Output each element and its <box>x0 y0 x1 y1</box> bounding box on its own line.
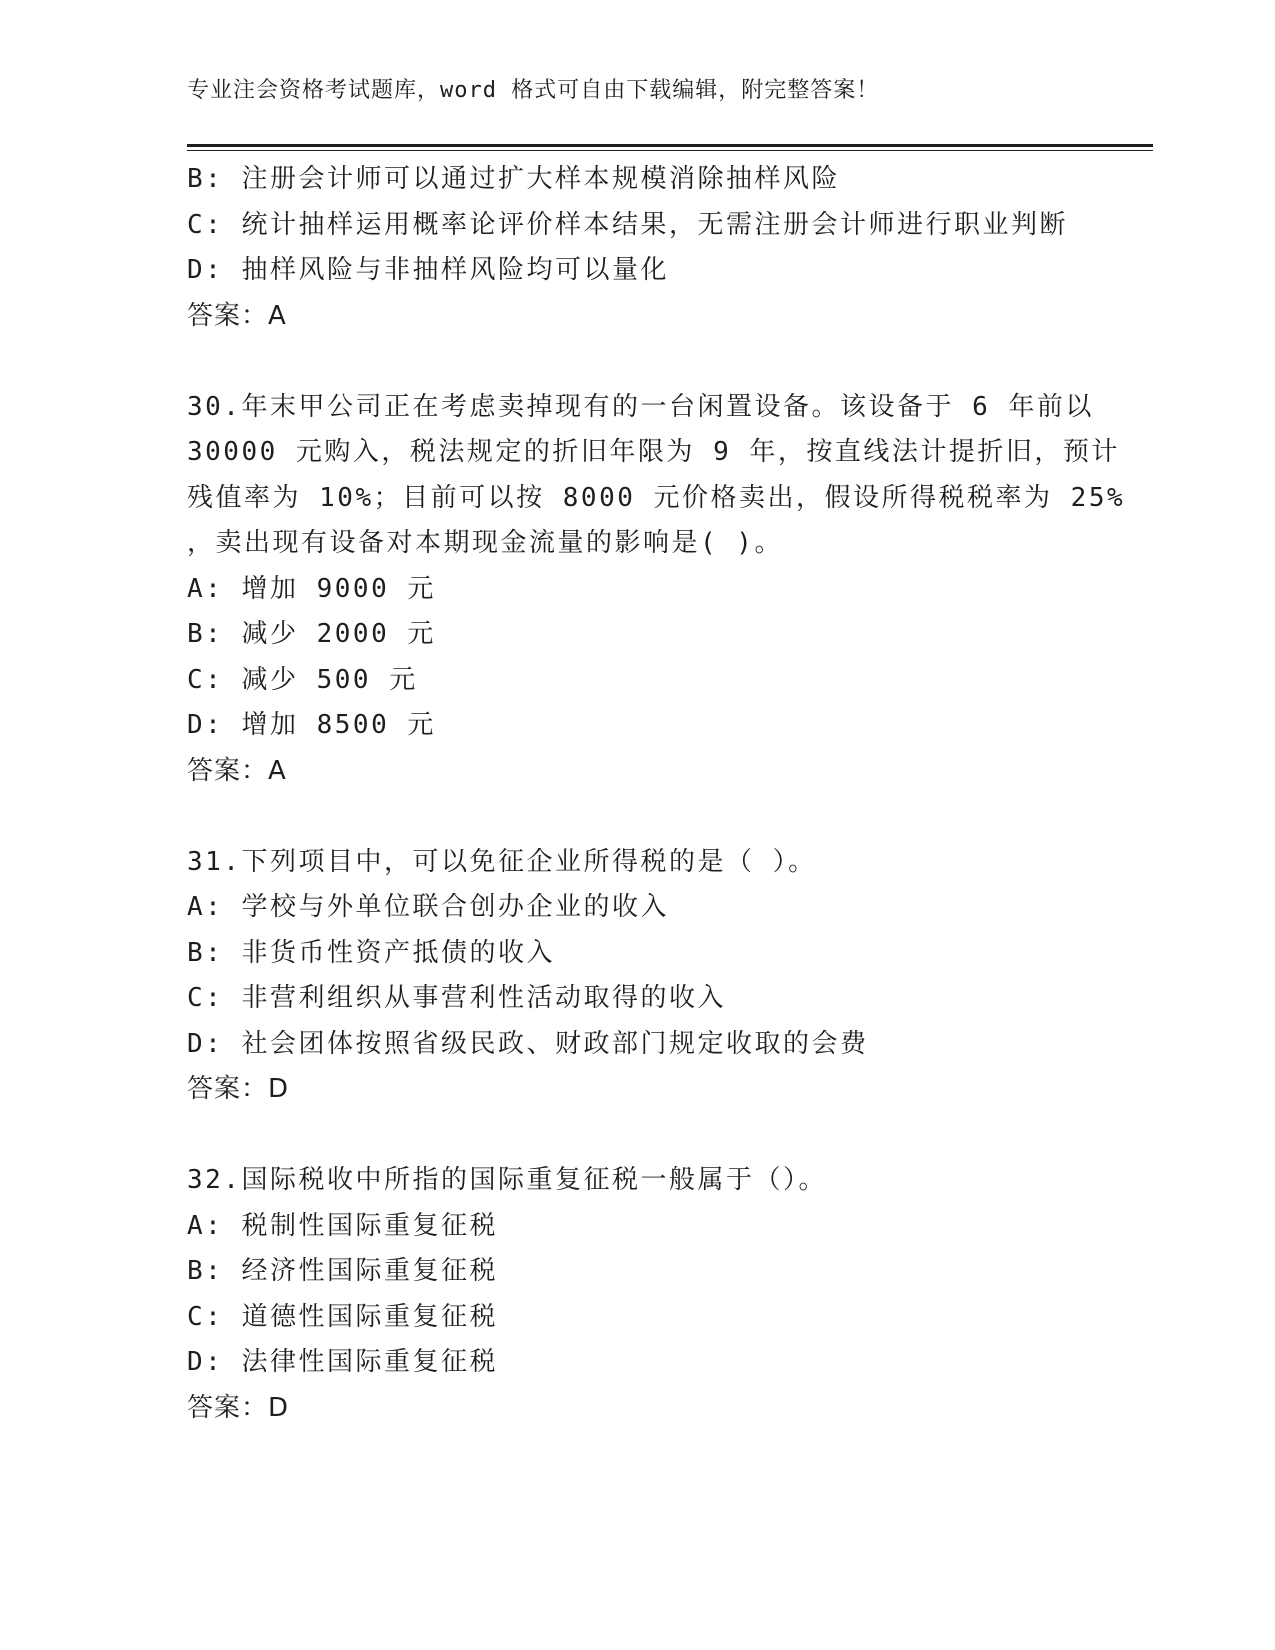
question-stem-line: 30000 元购入，税法规定的折旧年限为 9 年，按直线法计提折旧，预计 <box>187 437 1120 467</box>
spacer <box>187 794 1087 840</box>
option-a: A: 增加 9000 元 <box>187 573 436 604</box>
header-rule-thick <box>187 144 1153 147</box>
option-b: B: 经济性国际重复征税 <box>187 1256 498 1286</box>
option-d: D: 增加 8500 元 <box>187 710 436 740</box>
option-c: C: 非营利组织从事营利性活动取得的收入 <box>187 983 726 1013</box>
question-stem-line: 残值率为 10%；目前可以按 8000 元价格卖出，假设所得税税率为 25% <box>187 482 1126 513</box>
question-stem: 31.下列项目中，可以免征企业所得税的是（ ）。 <box>187 846 817 877</box>
spacer <box>187 1113 1087 1159</box>
document-body <box>187 157 1126 1431</box>
answer-line: 答案：D <box>187 1074 290 1104</box>
question-32 <box>187 1158 1087 1431</box>
page-header: 专业注会资格考试题库，word 格式可自由下载编辑，附完整答案！ <box>187 78 880 103</box>
option-d: D: 抽样风险与非抽样风险均可以量化 <box>187 255 669 285</box>
option-b: B: 注册会计师可以通过扩大样本规模消除抽样风险 <box>187 164 840 194</box>
option-c: C: 减少 500 元 <box>187 664 418 695</box>
option-c: C: 统计抽样运用概率论评价样本结果，无需注册会计师进行职业判断 <box>187 209 1068 240</box>
option-d: D: 法律性国际重复征税 <box>187 1347 498 1377</box>
answer-line: 答案：D <box>187 1392 290 1423</box>
question-stem-line: 30.年末甲公司正在考虑卖掉现有的一台闲置设备。该设备于 6 年前以 <box>187 391 1094 422</box>
option-b: B: 非货币性资产抵债的收入 <box>187 937 555 968</box>
question-stem: 32.国际税收中所指的国际重复征税一般属于（）。 <box>187 1165 827 1195</box>
question-31 <box>187 840 1087 1113</box>
option-d: D: 社会团体按照省级民政、财政部门规定收取的会费 <box>187 1028 869 1059</box>
option-b: B: 减少 2000 元 <box>187 619 436 649</box>
option-c: C: 道德性国际重复征税 <box>187 1301 498 1332</box>
option-a: A: 税制性国际重复征税 <box>187 1210 498 1241</box>
spacer <box>187 339 1087 385</box>
question-stem-line: ，卖出现有设备对本期现金流量的影响是( )。 <box>187 528 783 558</box>
question-29-fragment <box>187 157 1087 339</box>
option-a: A: 学校与外单位联合创办企业的收入 <box>187 892 669 922</box>
answer-line: 答案：A <box>187 300 287 331</box>
header-rule-thin <box>187 150 1153 151</box>
question-30 <box>187 385 1126 795</box>
answer-line: 答案：A <box>187 755 287 786</box>
